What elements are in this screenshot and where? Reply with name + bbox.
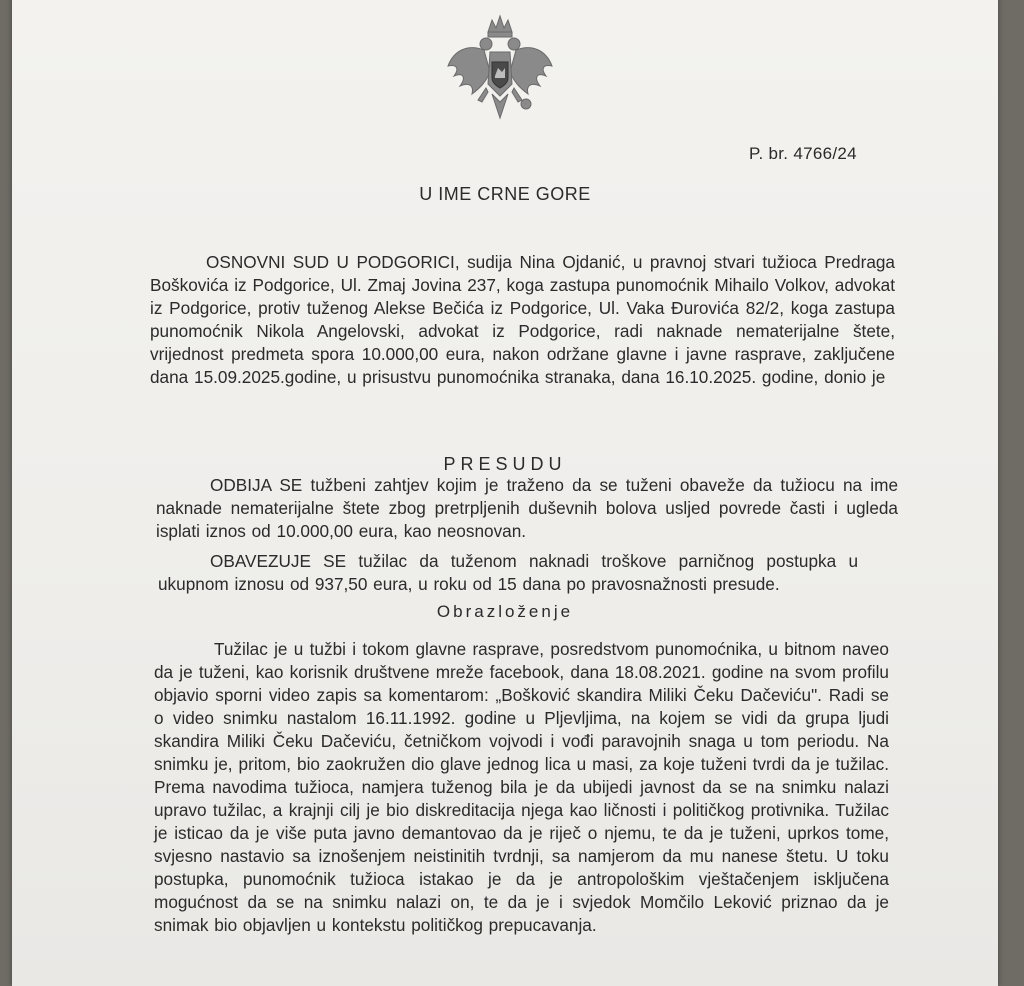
- reasoning-title: Obrazloženje: [436, 602, 574, 621]
- document-header: U IME CRNE GORE: [419, 184, 591, 204]
- ruling-costs-text: tužilac da tuženom naknadi troškove parničnog postupka u ukupnom iznosu od 937,50 eura, u roku od 15 dana po pravosnažnosti presude.: [158, 551, 858, 594]
- ruling-costs: [158, 550, 858, 596]
- ruling-dismissal: [156, 474, 898, 543]
- court-name: OSNOVNI SUD U PODGORICI: [206, 252, 455, 272]
- reasoning-paragraph: Tužilac je u tužbi i tokom glavne rasprave, posredstvom punomoćnika, u bitnom naveo da je tuženi, kao korisnik društvene mreže facebook, dana 18.08.2021. godine na svom profilu objavio sporni video zapis sa komentarom: „Bošković skandira Miliki Čeku Dačeviću". Radi se o video snimku nastalom 16.11.1992. godine u Pljevljima, na kojem se vidi da grupa ljudi skandira Miliki Čeku Dačeviću, četničkom vojvodi i vođi paravojnih snaga u tom periodu. Na snimku je, pritom, bio zaokružen dio glave jednog lica u masi, za koje tuženi tvrdi da je tužilac. Prema navodima tužioca, namjera tuženog bila je da ubijedi javnost da se na snimku nalazi upravo tužilac, a krajnji cilj je bio diskreditacija njega kao ličnosti i političkog protivnika. Tužilac je isticao da je više puta javno demantovao da je riječ o njemu, te da je tuženi, uprkos tome, svjesno nastavio sa iznošenjem neistinitih tvrdnji, sa namjerom da mu nanese štetu. U toku postupka, punomoćnik tužioca istakao je da je antropološkim vještačenjem isključena mogućnost da se na snimku nalazi on, te da je i svjedok Momčilo Leković priznao da je snimak bio objavljen u kontekstu političkog prepucavanja.: [154, 639, 889, 935]
- ruling-costs-lead: OBAVEZUJE SE: [210, 551, 347, 571]
- verdict-title: PRESUDU: [443, 454, 567, 474]
- introductory-paragraph: [150, 251, 895, 389]
- court-document-page: [12, 0, 998, 986]
- ruling-dismissal-lead: ODBIJA SE: [210, 475, 303, 495]
- case-number: P. br. 4766/24: [749, 144, 857, 163]
- coat-of-arms-icon: [440, 10, 560, 130]
- intro-text: , sudija Nina Ojdanić, u pravnoj stvari tužioca Predraga Boškovića iz Podgorice, Ul. Zmaj Jovina 237, koga zastupa punomoćnik Mihailo Volkov, advokat iz Podgorice, protiv tuženog Alekse Bečića iz Podgorice, Ul. Vaka Đurovića 82/2, koga zastupa punomoćnik Nikola Angelovski, advokat iz Podgorice, radi naknade nematerijalne štete, vrijednost predmeta spora 10.000,00 eura, nakon održane glavne i javne rasprave, zaključene dana 15.09.2025.godine, u prisustvu punomoćnika stranaka, dana 16.10.2025. godine, donio je: [150, 252, 895, 387]
- ruling-dismissal-text: tužbeni zahtjev kojim je traženo da se tuženi obaveže da tužiocu na ime naknade nematerijalne štete zbog pretrpljenih duševnih bolova usljed povrede časti i ugleda isplati iznos od 10.000,00 eura, kao neosnovan.: [156, 475, 898, 541]
